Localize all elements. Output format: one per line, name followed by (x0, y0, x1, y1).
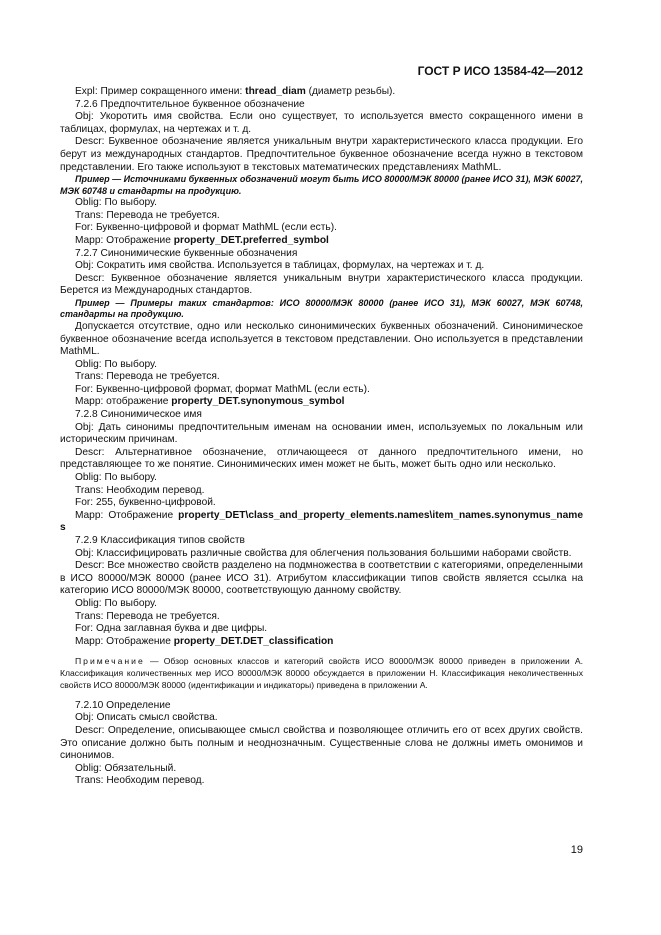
section-heading: 7.2.9 Классификация типов свойств (75, 535, 245, 546)
paragraph: Trans: Перевода не требуется. (75, 371, 220, 383)
section-heading: 7.2.8 Синонимическое имя (75, 409, 202, 421)
paragraph: For: 255, буквенно-цифровой. (75, 497, 216, 509)
section-heading: 7.2.10 Определение (75, 699, 171, 711)
paragraph: For: Буквенно-цифровой формат, формат MathML (если есть). (75, 383, 370, 395)
example: Пример — Примеры таких стандартов: ИСО 80000/МЭК 80000 (ранее ИСО 31), МЭК 60027, МЭК 60748, стандарты на продукцию. (60, 297, 583, 320)
paragraph: Obj: Сократить имя свойства. Используется в таблицах, формулах, на чертежах и т. д. (75, 260, 485, 272)
paragraph: Descr: Буквенное обозначение является уникальным внутри характеристического класса продукции. Его берут из международных стандартов. Предпочтительное буквенное обозначение всегда нужно в текстовом представлении. Его также используют в текстовых математических представлениях MathML. (60, 136, 583, 173)
paragraph: Oblig: По выбору. (75, 597, 157, 609)
paragraph: Obj: Укоротить имя свойства. Если оно существует, то используется вместо сокращенного имени в таблицах, формулах, на чертежах и т. д. (60, 111, 583, 135)
document-header: ГОСТ Р ИСО 13584-42—2012 (417, 64, 583, 78)
paragraph: Oblig: По выбору. (75, 197, 157, 209)
paragraph: Mapp: Отображение property_DET.DET_classification (75, 635, 334, 647)
paragraph: Trans: Необходим перевод. (75, 775, 205, 787)
paragraph: Oblig: Обязательный. (75, 762, 177, 774)
paragraph: Obj: Дать синонимы предпочтительным именам на основании имен, используемых по локальным или историческим причинам. (60, 421, 583, 446)
paragraph: Descr: Все множество свойств разделено на подмножества в соответствии с категориями, определенными в ИСО 80000/МЭК 80000 (ранее ИСО 31). Атрибутом классификации типов свойств является ссылка на категорию ИСО 80000/МЭК 80000, соответствующую данному свойству. (60, 560, 583, 597)
paragraph: Trans: Перевода не требуется. (75, 209, 220, 221)
paragraph: Mapp: Отображение property_DET\class_and_property_elements.names\item_names.synonymus_names (60, 509, 583, 534)
paragraph: Expl: Пример сокращенного имени: thread_diam (диаметр резьбы). (75, 86, 396, 97)
page-number: 19 (570, 844, 583, 856)
paragraph: Trans: Перевода не требуется. (75, 610, 220, 622)
paragraph: Trans: Необходим перевод. (75, 484, 205, 496)
section-heading: 7.2.7 Синонимические буквенные обозначения (75, 247, 298, 259)
paragraph: Obj: Классифицировать различные свойства для облегчения пользования большими наборами свойств. (75, 547, 572, 559)
page-body (60, 86, 583, 788)
paragraph: Descr: Буквенное обозначение является уникальным внутри характеристического класса продукции. Берется из Международных стандартов. (60, 272, 583, 297)
paragraph: Obj: Описать смысл свойства. (75, 712, 218, 724)
paragraph: Descr: Определение, описывающее смысл свойства и позволяющее отличить его от всех других свойств. Это описание должно быть полным и неоднозначным. Существенные слова не должны иметь омонимов и синонимов. (60, 724, 583, 762)
paragraph: For: Одна заглавная буква и две цифры. (75, 623, 268, 635)
note: Примечание — Обзор основных классов и категорий свойств ИСО 80000/МЭК 80000 приведен в приложении А. Классификация количественных мер ИСО 80000/МЭК 80000 обсуждается в приложении Н. Классификация неколичественных свойств ИСО 80000/МЭК 80000 (идентификации и индикаторы) приведена в приложении А. (60, 656, 583, 690)
example: Пример — Источниками буквенных обозначений могут быть ИСО 80000/МЭК 80000 (ранее ИСО 31), МЭК 60027, МЭК 60748 и стандарты на продукцию. (60, 174, 583, 196)
paragraph: Descr: Альтернативное обозначение, отличающееся от данного предпочтительного имени, но представляющее то же понятие. Синонимических имен может не быть, может быть одно или несколько. (60, 446, 583, 471)
paragraph: Oblig: По выбору. (75, 358, 157, 370)
paragraph: Допускается отсутствие, одно или несколько синонимических буквенных обозначений. Синонимическое буквенное обозначение всегда используется в текстовом представлении. Оно используется в представлении MathML. (60, 320, 583, 358)
paragraph: Mapp: отображение property_DET.synonymous_symbol (75, 396, 345, 408)
paragraph: Oblig: По выбору. (75, 472, 157, 484)
paragraph: For: Буквенно-цифровой и формат MathML (если есть). (75, 222, 337, 234)
section-heading: 7.2.6 Предпочтительное буквенное обозначение (75, 98, 305, 110)
paragraph: Mapp: Отображение property_DET.preferred_symbol (75, 234, 329, 246)
